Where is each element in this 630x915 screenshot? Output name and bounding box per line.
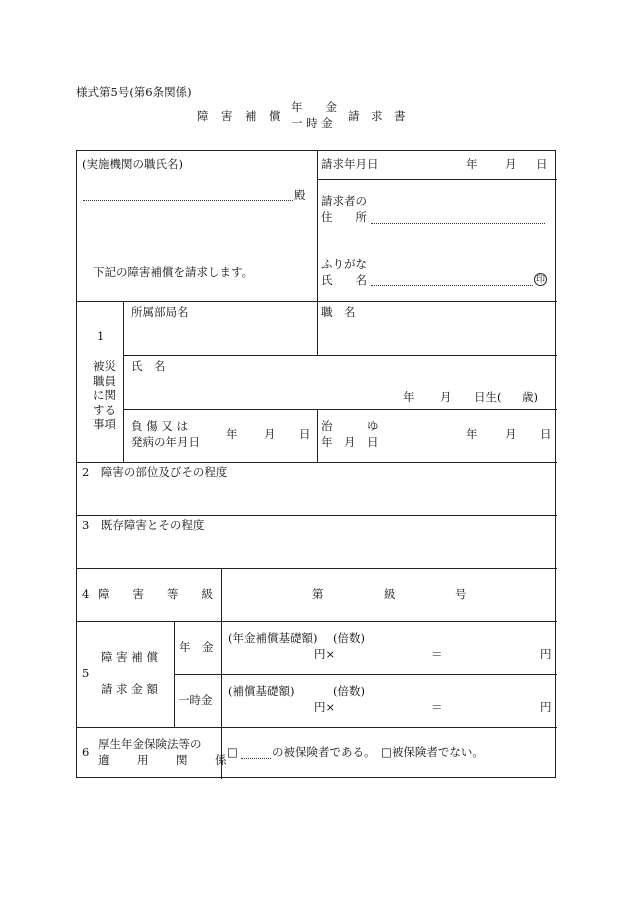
insurance-type-line[interactable] (241, 758, 271, 759)
divider (77, 462, 557, 463)
divider (317, 409, 318, 462)
divider (317, 301, 318, 355)
victim-name-label: 氏 名 (131, 359, 166, 373)
address-label-1: 請求者の (321, 194, 367, 208)
pension-label: 年 金 (179, 640, 214, 654)
divider (77, 621, 557, 622)
cure-month: 月 (505, 427, 517, 441)
date-month: 月 (505, 157, 517, 171)
form-number: 様式第5号(第6条関係) (76, 85, 192, 99)
request-statement: 下記の障害補償を請求します。 (93, 265, 254, 279)
divider (77, 727, 557, 728)
injury-month: 月 (264, 427, 276, 441)
name-line[interactable] (371, 285, 533, 286)
section1-label: 被災職員に関する事項 (93, 359, 116, 431)
divider (123, 301, 124, 462)
grade-dai: 第 (312, 587, 324, 601)
pension-equals: ＝ (431, 647, 443, 661)
addressee-line[interactable] (83, 200, 293, 201)
divider (174, 674, 557, 675)
pension-mult-label: (倍数) (333, 631, 365, 645)
divider (317, 151, 318, 301)
grade-kyu: 級 (384, 587, 396, 601)
not-insured-checkbox[interactable]: □被保険者でない。 (381, 745, 484, 759)
post-label: 職 名 (321, 305, 356, 319)
pension-yen-x: 円× (314, 647, 336, 661)
birth-day: 日生( (474, 390, 502, 404)
title-right: 請 求 書 (348, 109, 406, 123)
section6-number: 6 (82, 745, 90, 759)
section6-label-2: 適 用 関 係 (98, 753, 228, 767)
cure-label-1: 治 ゆ (321, 419, 379, 433)
pension-base-label: (年金補償基礎額) (228, 631, 318, 645)
divider (77, 515, 557, 516)
section4-label: 障 害 等 級 (98, 587, 213, 601)
section5-label-1: 障 害 補 償 (101, 650, 158, 664)
lump-equals: ＝ (431, 700, 443, 714)
lump-yen-x: 円× (314, 700, 336, 714)
divider (123, 355, 557, 356)
title-top: 年 金 (291, 100, 337, 114)
lump-yen: 円 (540, 700, 552, 714)
injury-label-1: 負 傷 又 は (131, 419, 188, 433)
furigana-label: ふりがな (321, 257, 367, 271)
birth-year: 年 (403, 390, 415, 404)
honorific: 殿 (294, 188, 306, 202)
dept-label: 所属部局名 (131, 305, 189, 319)
claimant-name-label: 氏 名 (321, 273, 367, 287)
addressee-label: (実施機関の職氏名) (82, 157, 183, 171)
date-year: 年 (466, 157, 478, 171)
injury-year: 年 (226, 427, 238, 441)
injury-label-2: 発病の年月日 (131, 435, 200, 449)
divider (123, 409, 557, 410)
birth-age: 歳) (522, 390, 538, 404)
lump-base-label: (補償基礎額) (228, 684, 295, 698)
grade-go: 号 (455, 587, 467, 601)
lump-label: 一時金 (178, 693, 213, 707)
lump-mult-label: (倍数) (333, 684, 365, 698)
seal-icon: 印 (535, 275, 545, 285)
section3-label: 3 既存障害とその程度 (82, 518, 205, 532)
section1-number: 1 (97, 329, 105, 343)
title-left: 障 害 補 償 (197, 109, 281, 123)
injury-day: 日 (299, 427, 311, 441)
address-line[interactable] (371, 223, 545, 224)
title-bottom: 一 時 金 (291, 116, 333, 130)
date-day: 日 (536, 157, 548, 171)
insured-text: の被保険者である。 (272, 745, 376, 759)
section6-label-1: 厚生年金保険法等の (98, 737, 202, 751)
divider (221, 568, 222, 779)
section5-number: 5 (82, 666, 90, 680)
address-label-2: 住 所 (321, 210, 367, 224)
cure-year: 年 (466, 427, 478, 441)
birth-month: 月 (440, 390, 452, 404)
divider (77, 568, 557, 569)
cure-day: 日 (540, 427, 552, 441)
pension-yen: 円 (540, 647, 552, 661)
insured-checkbox[interactable]: □ (227, 745, 238, 759)
cure-label-2: 年 月 日 (321, 435, 379, 449)
divider (317, 179, 557, 180)
request-date-label: 請求年月日 (321, 157, 379, 171)
section2-label: 2 障害の部位及びその程度 (82, 465, 228, 479)
divider (174, 621, 175, 727)
section4-number: 4 (82, 587, 90, 601)
section5-label-2: 請 求 金 額 (101, 682, 158, 696)
